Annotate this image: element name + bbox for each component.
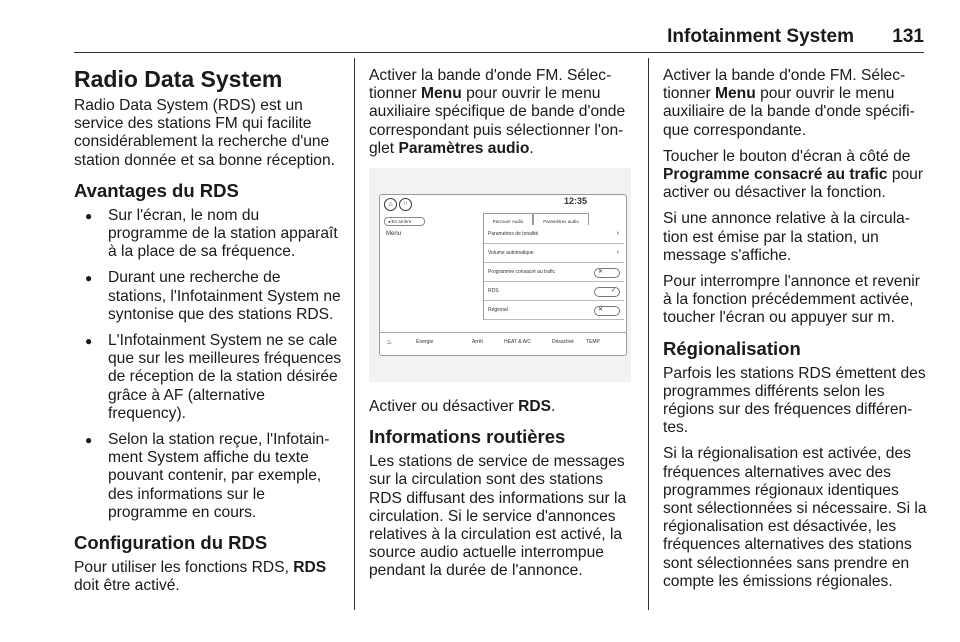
- paragraph: Pour interrompre l'annonce et revenir à la fonction précédemment activée, toucher l'écran ou appuyer sur m.: [663, 273, 920, 327]
- paragraph: Les stations de service de messages sur la circulation sont des stations RDS diffusant des informations sur la circulation. Si le service d'annonces relatives à la circulation est activé, la source audio actuelle interrompue pendant la durée de l'annonce.: [369, 453, 627, 580]
- paragraph: Toucher le bouton d'écran à côté de Programme consacré au trafic pour activer ou désactiver la fonction.: [663, 147, 924, 202]
- screen-row: Paramètres de tonalité ›: [484, 225, 624, 244]
- paragraph: Si une annonce relative à la circulation est émise par la station, un message s'affiche.: [663, 210, 911, 264]
- tab-parametres-audio: Paramètres audio: [533, 213, 589, 225]
- touchscreen-display: [379, 194, 627, 356]
- heading-avantages: Avantages du RDS: [74, 179, 239, 201]
- column-1: [74, 58, 342, 603]
- screen-settings-list: [483, 225, 624, 320]
- running-title: Infotainment System: [667, 26, 854, 47]
- list-item: ● Sur l'écran, le nom du programme de la station apparaît à la place de sa fréquence.: [74, 207, 342, 262]
- column-2: [369, 58, 635, 589]
- infotainment-screenshot: [369, 168, 631, 382]
- screen-climate-bar: [380, 332, 626, 355]
- column-divider: [354, 58, 355, 610]
- toggle-off-icon: ✕: [594, 268, 620, 278]
- bar-label: Désactivé: [552, 339, 574, 346]
- screen-menu-label: Menu: [386, 231, 402, 238]
- screen-clock: 12:35: [564, 196, 588, 207]
- back-button: ◂ En arrière: [384, 217, 425, 226]
- apps-icon: ∷: [399, 198, 412, 211]
- paragraph: Si la régionalisation est activée, des fréquences alternatives avec des programmes régionaux identiques sont sélectionnées si nécessaire. Si la régionalisation est désactivée, les fréquences alternatives des stations sont sélectionnées sans prendre en compte les émissions régionales.: [663, 445, 927, 590]
- column-divider: [648, 58, 649, 610]
- bar-label: TEMP: [586, 339, 600, 346]
- tab-parcourir-audio: Parcourir Audio: [483, 213, 533, 225]
- chevron-right-icon: ›: [616, 249, 619, 257]
- seat-heat-icon: ♨: [386, 339, 393, 347]
- heading-regionalisation: Régionalisation: [663, 337, 801, 359]
- paragraph: Activer ou désactiver RDS.: [369, 398, 556, 416]
- page-header: [0, 0, 960, 56]
- toggle-on-icon: ✓: [594, 287, 620, 297]
- paragraph: Activer la bande d'onde FM. Sélectionner Menu pour ouvrir le menu auxiliaire de la bande d'onde spécifique correspondante.: [663, 67, 915, 139]
- paragraph: Activer la bande d'onde FM. Sélectionner Menu pour ouvrir le menu auxiliaire spécifique de bande d'onde correspondant puis sélectionner l'onglet Paramètres audio.: [369, 67, 626, 157]
- power-button-icon: m: [877, 309, 891, 327]
- intro-paragraph: Radio Data System (RDS) est un service des stations FM qui facilite considérablement la recherche d'une station donnée et sa bonne réception.: [74, 97, 335, 169]
- advantages-list: [74, 207, 342, 522]
- list-item: ● Durant une recherche de stations, l'Infotainment System ne syntonise que des stations RDS.: [74, 269, 342, 324]
- heading-informations-routieres: Informations routières: [369, 426, 566, 448]
- screen-row: Régional ✕: [484, 301, 624, 320]
- home-icon: ⌂: [384, 198, 397, 211]
- bar-label: HEAT & A/C: [504, 339, 532, 346]
- section-title-rds: Radio Data System: [74, 66, 283, 92]
- page-number: 131: [892, 26, 924, 47]
- list-item: ● L'Infotainment System ne se cale que sur les meilleures fréquences de réception de la station désirée grâce à AF (alternative frequency).: [74, 332, 342, 423]
- screen-row: Volume automatique ›: [484, 244, 624, 263]
- config-paragraph: Pour utiliser les fonctions RDS, RDS doit être activé.: [74, 559, 327, 595]
- paragraph: Parfois les stations RDS émettent des programmes différents selon les régions sur des fréquences différentes.: [663, 364, 926, 437]
- screen-row: RDS ✓: [484, 282, 624, 301]
- back-arrow-icon: ◂: [388, 219, 392, 225]
- chevron-right-icon: ›: [616, 230, 619, 238]
- heading-configuration: Configuration du RDS: [74, 532, 268, 554]
- screen-top-bar: [380, 195, 626, 211]
- screen-row: Programme consacré au trafic ✕: [484, 263, 624, 282]
- toggle-off-icon: ✕: [594, 306, 620, 316]
- column-3: [663, 58, 929, 599]
- bar-label: Arrêt: [472, 339, 483, 346]
- list-item: ● Selon la station reçue, l'Infotainment System affiche du texte pouvant contenir, par exemple, des informations sur le programme en cours.: [74, 431, 342, 522]
- bar-label: Énergie: [416, 339, 434, 346]
- header-rule: [74, 52, 924, 53]
